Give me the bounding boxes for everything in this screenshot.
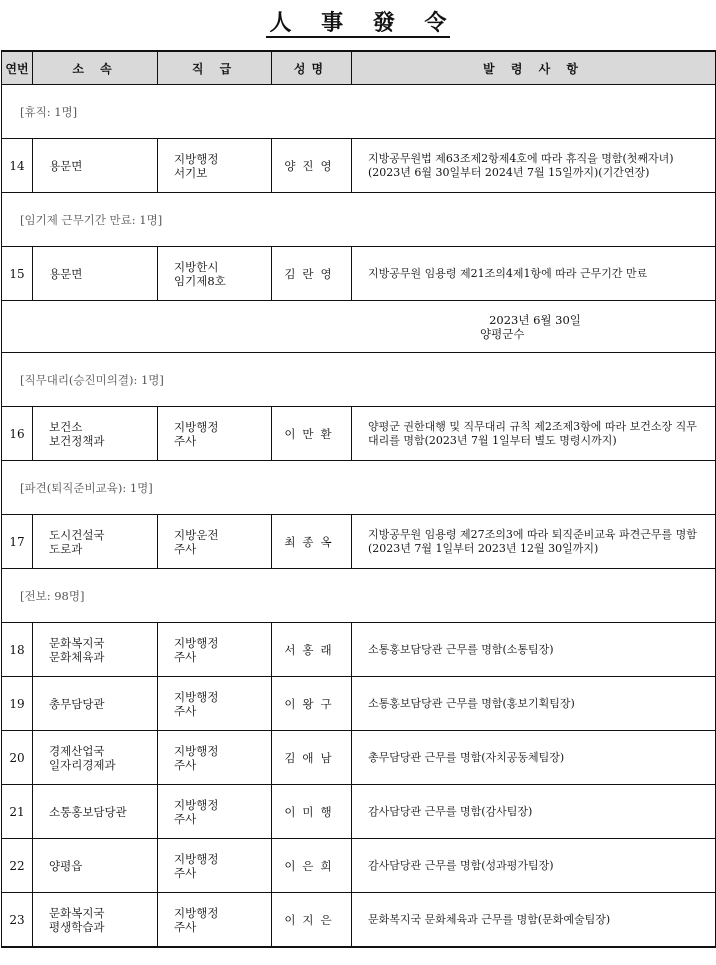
row-org: 경제산업국 일자리경제과 (33, 731, 158, 785)
row-detail: 소통홍보담당관 근무를 명함(소통팀장) (352, 623, 716, 677)
row-name: 김애남 (272, 731, 352, 785)
row-org: 도시건설국 도로과 (33, 515, 158, 569)
table-row (2, 407, 716, 461)
row-org: 용문면 (33, 247, 158, 301)
row-no: 22 (2, 839, 33, 893)
row-no: 15 (2, 247, 33, 301)
row-grade: 지방행정 주사 (158, 893, 272, 948)
row-name: 이미행 (272, 785, 352, 839)
row-no: 20 (2, 731, 33, 785)
row-name: 이지은 (272, 893, 352, 948)
header-name: 성명 (272, 51, 352, 85)
row-no: 18 (2, 623, 33, 677)
row-no: 23 (2, 893, 33, 948)
row-no: 19 (2, 677, 33, 731)
document-title: 人 事 發 令 (0, 10, 716, 38)
row-org: 문화복지국 평생학습과 (33, 893, 158, 948)
section-term-end: [임기제 근무기간 만료: 1명] (2, 193, 716, 247)
section-transfer: [전보: 98명] (2, 569, 716, 623)
table-row (2, 139, 716, 193)
row-grade: 지방행정 주사 (158, 839, 272, 893)
table-row (2, 677, 716, 731)
row-detail: 지방공무원법 제63조제2항제4호에 따라 휴직을 명함(첫째자녀)(2023년 6월 30일부터 2024년 7월 15일까지)(기간연장) (352, 139, 716, 193)
row-org: 총무담당관 (33, 677, 158, 731)
row-org: 보건소 보건정책과 (33, 407, 158, 461)
table-row (2, 515, 716, 569)
personnel-order-table (1, 50, 716, 948)
row-detail: 감사담당관 근무를 명함(감사팀장) (352, 785, 716, 839)
row-grade: 지방행정 주사 (158, 785, 272, 839)
row-org: 용문면 (33, 139, 158, 193)
row-grade: 지방행정 서기보 (158, 139, 272, 193)
table-row (2, 839, 716, 893)
row-detail: 소통홍보담당관 근무를 명함(홍보기획팀장) (352, 677, 716, 731)
row-grade: 지방한시 임기제8호 (158, 247, 272, 301)
row-org: 문화복지국 문화체육과 (33, 623, 158, 677)
row-detail: 양평군 권한대행 및 직무대리 규칙 제2조제3항에 따라 보건소장 직무대리를 명함(2023년 7월 1일부터 별도 명령시까지) (352, 407, 716, 461)
header-detail: 발 령 사 항 (352, 51, 716, 85)
signature-gov: 양평군수 (480, 326, 525, 341)
row-name: 양진영 (272, 139, 352, 193)
row-org: 소통홍보담당관 (33, 785, 158, 839)
row-grade: 지방행정 주사 (158, 731, 272, 785)
table-row (2, 785, 716, 839)
row-name: 서홍래 (272, 623, 352, 677)
table-row (2, 247, 716, 301)
row-name: 김란영 (272, 247, 352, 301)
table-row (2, 893, 716, 948)
row-detail: 지방공무원 임용령 제27조의3에 따라 퇴직준비교육 파견근무를 명함(2023년 7월 1일부터 2023년 12월 30일까지) (352, 515, 716, 569)
section-dispatch: [파견(퇴직준비교육): 1명] (2, 461, 716, 515)
row-detail: 지방공무원 임용령 제21조의4제1항에 따라 근무기간 만료 (352, 247, 716, 301)
header-row (2, 51, 716, 85)
row-no: 17 (2, 515, 33, 569)
row-detail: 감사담당관 근무를 명함(성과평가팀장) (352, 839, 716, 893)
row-org: 양평읍 (33, 839, 158, 893)
row-detail: 총무담당관 근무를 명함(자치공동체팀장) (352, 731, 716, 785)
row-name: 최종옥 (272, 515, 352, 569)
header-grade: 직 급 (158, 51, 272, 85)
row-grade: 지방행정 주사 (158, 623, 272, 677)
row-grade: 지방행정 주사 (158, 407, 272, 461)
row-name: 이왕구 (272, 677, 352, 731)
header-no: 연번 (2, 51, 33, 85)
row-no: 14 (2, 139, 33, 193)
row-grade: 지방운전 주사 (158, 515, 272, 569)
section-acting: [직무대리(승진미의결): 1명] (2, 353, 716, 407)
row-no: 16 (2, 407, 33, 461)
row-name: 이만환 (272, 407, 352, 461)
table-row (2, 623, 716, 677)
header-org: 소 속 (33, 51, 158, 85)
row-detail: 문화복지국 문화체육과 근무를 명함(문화예술팀장) (352, 893, 716, 948)
row-grade: 지방행정 주사 (158, 677, 272, 731)
signature-date: 2023년 6월 30일 (489, 312, 581, 327)
section-leave: [휴직: 1명] (2, 85, 716, 139)
row-no: 21 (2, 785, 33, 839)
signature-row (2, 301, 716, 353)
table-row (2, 731, 716, 785)
row-name: 이은희 (272, 839, 352, 893)
